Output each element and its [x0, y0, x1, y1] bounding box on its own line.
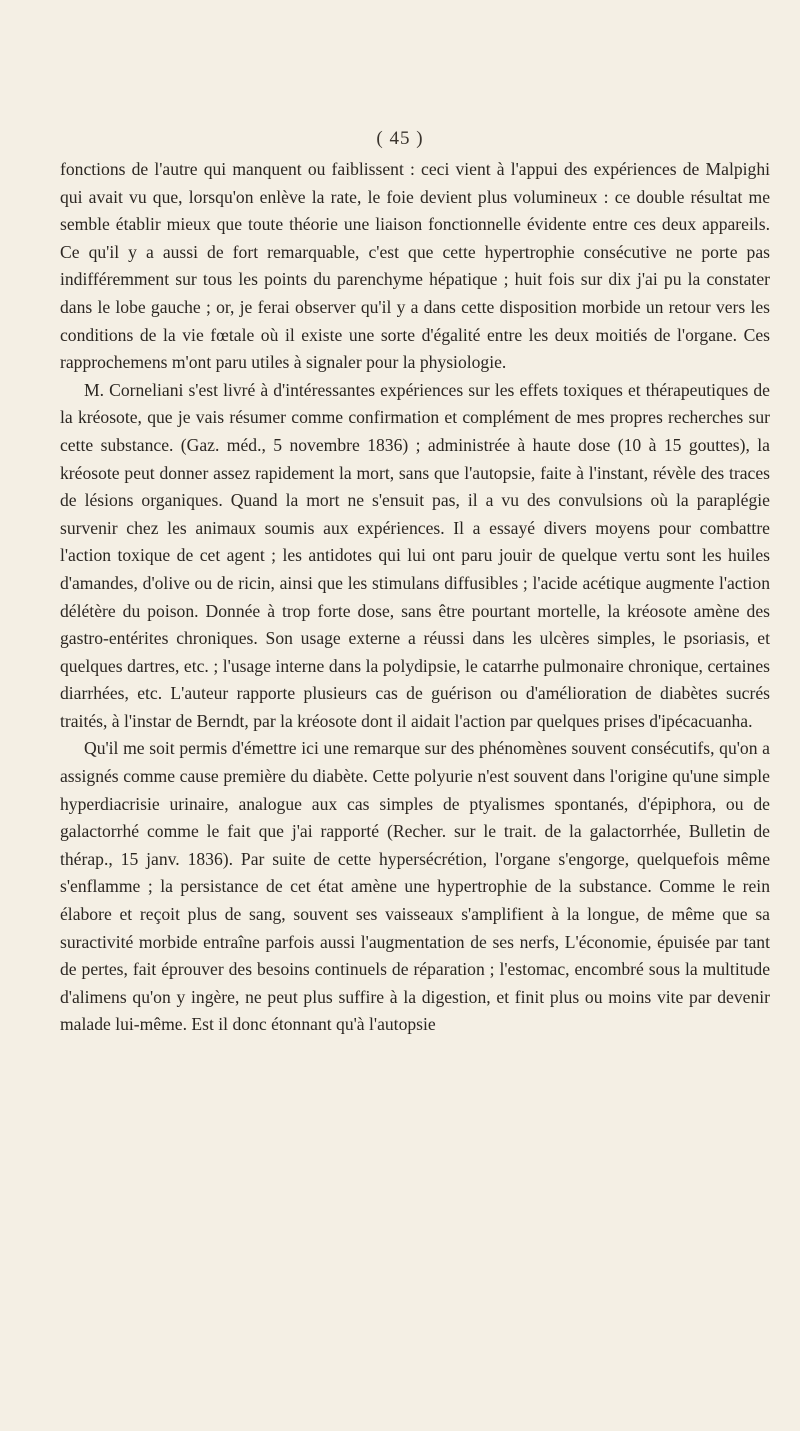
paragraph-remarque: Qu'il me soit permis d'émettre ici une remarque sur des phénomènes souvent consécutifs, qu'on a assignés comme cause première du diabète. Cette polyurie n'est souvent dans l'origine qu'une simple hyperdiacrisie urinaire, analogue aux cas simples de ptyalismes spontanés, d'épiphora, ou de galactorrhé comme le fait que j'ai rapporté (Recher. sur le trait. de la galactorrhée, Bulletin de thérap., 15 janv. 1836). Par suite de cette hypersécrétion, l'organe s'engorge, quelquefois même s'enflamme ; la persistance de cet état amène une hypertrophie de la substance. Comme le rein élabore et reçoit plus de sang, souvent ses vaisseaux s'amplifient à la longue, de même que sa suractivité morbide entraîne parfois aussi l'augmentation de ses nerfs, L'économie, épuisée par tant de pertes, fait éprouver des besoins continuels de réparation ; l'estomac, encombré sous la multitude d'alimens qu'on y ingère, ne peut plus suffire à la digestion, et finit plus ou moins vite par devenir malade lui-même. Est il donc étonnant qu'à l'autopsie: [60, 738, 770, 1035]
body-text: [60, 156, 770, 1039]
paragraph-corneliani: M. Corneliani s'est livré à d'intéressantes expériences sur les effets toxiques et thérapeutiques de la kréosote, que je vais résumer comme confirmation et complément de mes propres recherches sur cette substance. (Gaz. méd., 5 novembre 1836) ; administrée à haute dose (10 à 15 gouttes), la kréosote peut donner assez rapidement la mort, sans que l'autopsie, faite à l'instant, révèle des traces de lésions organiques. Quand la mort ne s'ensuit pas, il a vu des convulsions où la paraplégie survenir chez les animaux soumis aux expériences. Il a essayé divers moyens pour combattre l'action toxique de cet agent ; les antidotes qui lui ont paru jouir de quelque vertu sont les huiles d'amandes, d'olive ou de ricin, ainsi que les stimulans diffusibles ; l'acide acétique augmente l'action délétère du poison. Donnée à trop forte dose, sans être pourtant mortelle, la kréosote amène des gastro-entérites chroniques. Son usage externe a réussi dans les ulcères simples, le psoriasis, et quelques dartres, etc. ; l'usage interne dans la polydipsie, le catarrhe pulmonaire chronique, certaines diarrhées, etc. L'auteur rapporte plusieurs cas de guérison ou d'amélioration de diabètes sucrés traités, à l'instar de Berndt, par la kréosote dont il aidait l'action par quelques prises d'ipécacuanha.: [60, 379, 770, 731]
page-number: ( 45 ): [376, 128, 424, 149]
paragraph-continuation: fonctions de l'autre qui manquent ou faiblissent : ceci vient à l'appui des expériences de Malpighi qui avait vu que, lorsqu'on enlève la rate, le foie devient plus volumineux : ce double résultat me semble établir mieux que toute théorie une liaison fonctionnelle évidente entre ces deux appareils. Ce qu'il y a aussi de fort remarquable, c'est que cette hypertrophie consécutive ne porte pas indifféremment sur tous les points du parenchyme hépatique ; huit fois sur dix j'ai pu la constater dans le lobe gauche ; or, je ferai observer qu'il y a dans cette disposition morbide un retour vers les conditions de la vie fœtale où il existe une sorte d'égalité entre les deux moitiés de l'organe. Ces rapprochemens m'ont paru utiles à signaler pour la physiologie.: [60, 159, 770, 373]
